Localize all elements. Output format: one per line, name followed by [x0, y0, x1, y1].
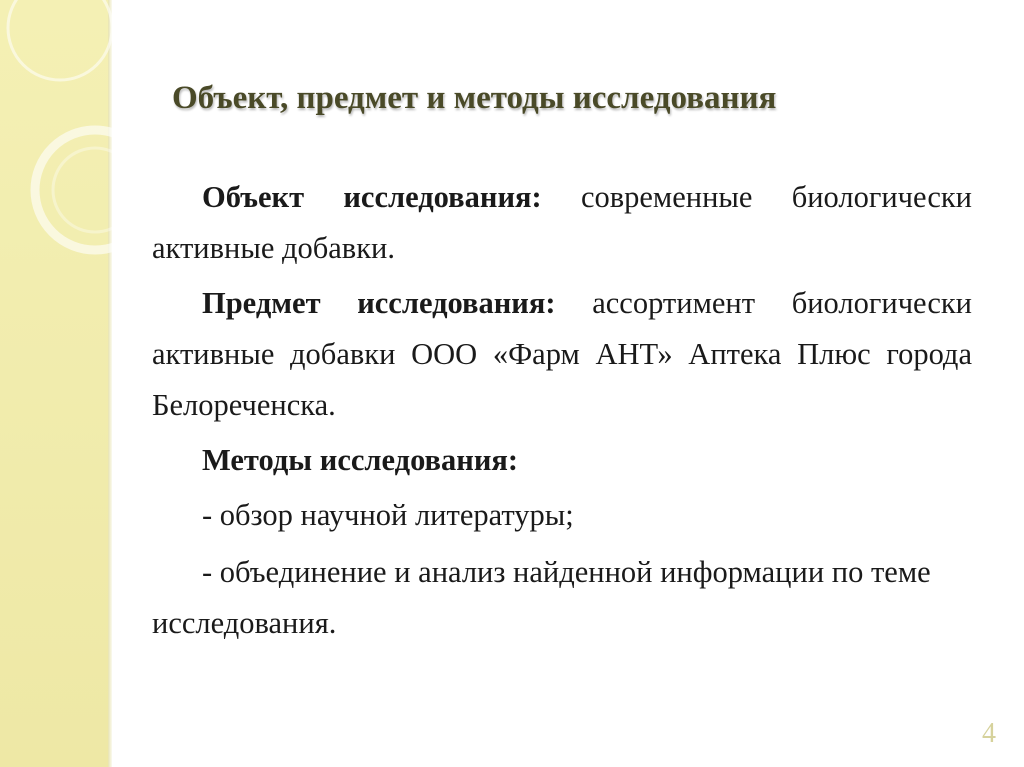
ring-inner	[53, 148, 137, 232]
methods-label: Методы исследования:	[202, 443, 519, 477]
ring-top	[8, 0, 112, 80]
object-paragraph	[152, 172, 972, 274]
subject-text: ассортимент биологически активные добавки ООО «Фарм АНТ» Аптека Плюс города Белореченска.	[152, 286, 973, 422]
object-text: современные биологически активные добавки.	[152, 180, 973, 265]
decorative-rings	[0, 0, 160, 320]
methods-paragraph	[152, 435, 972, 486]
slide-content	[152, 172, 972, 655]
page-number: 4	[982, 718, 996, 749]
methods-item: - объединение и анализ найденной информации по теме исследования.	[152, 555, 931, 640]
object-label: Объект исследования:	[202, 180, 542, 214]
methods-item: - обзор научной литературы;	[202, 498, 574, 532]
subject-paragraph	[152, 278, 972, 431]
subject-label: Предмет исследования:	[202, 286, 556, 320]
slide-title: Объект, предмет и методы исследования	[172, 80, 777, 116]
